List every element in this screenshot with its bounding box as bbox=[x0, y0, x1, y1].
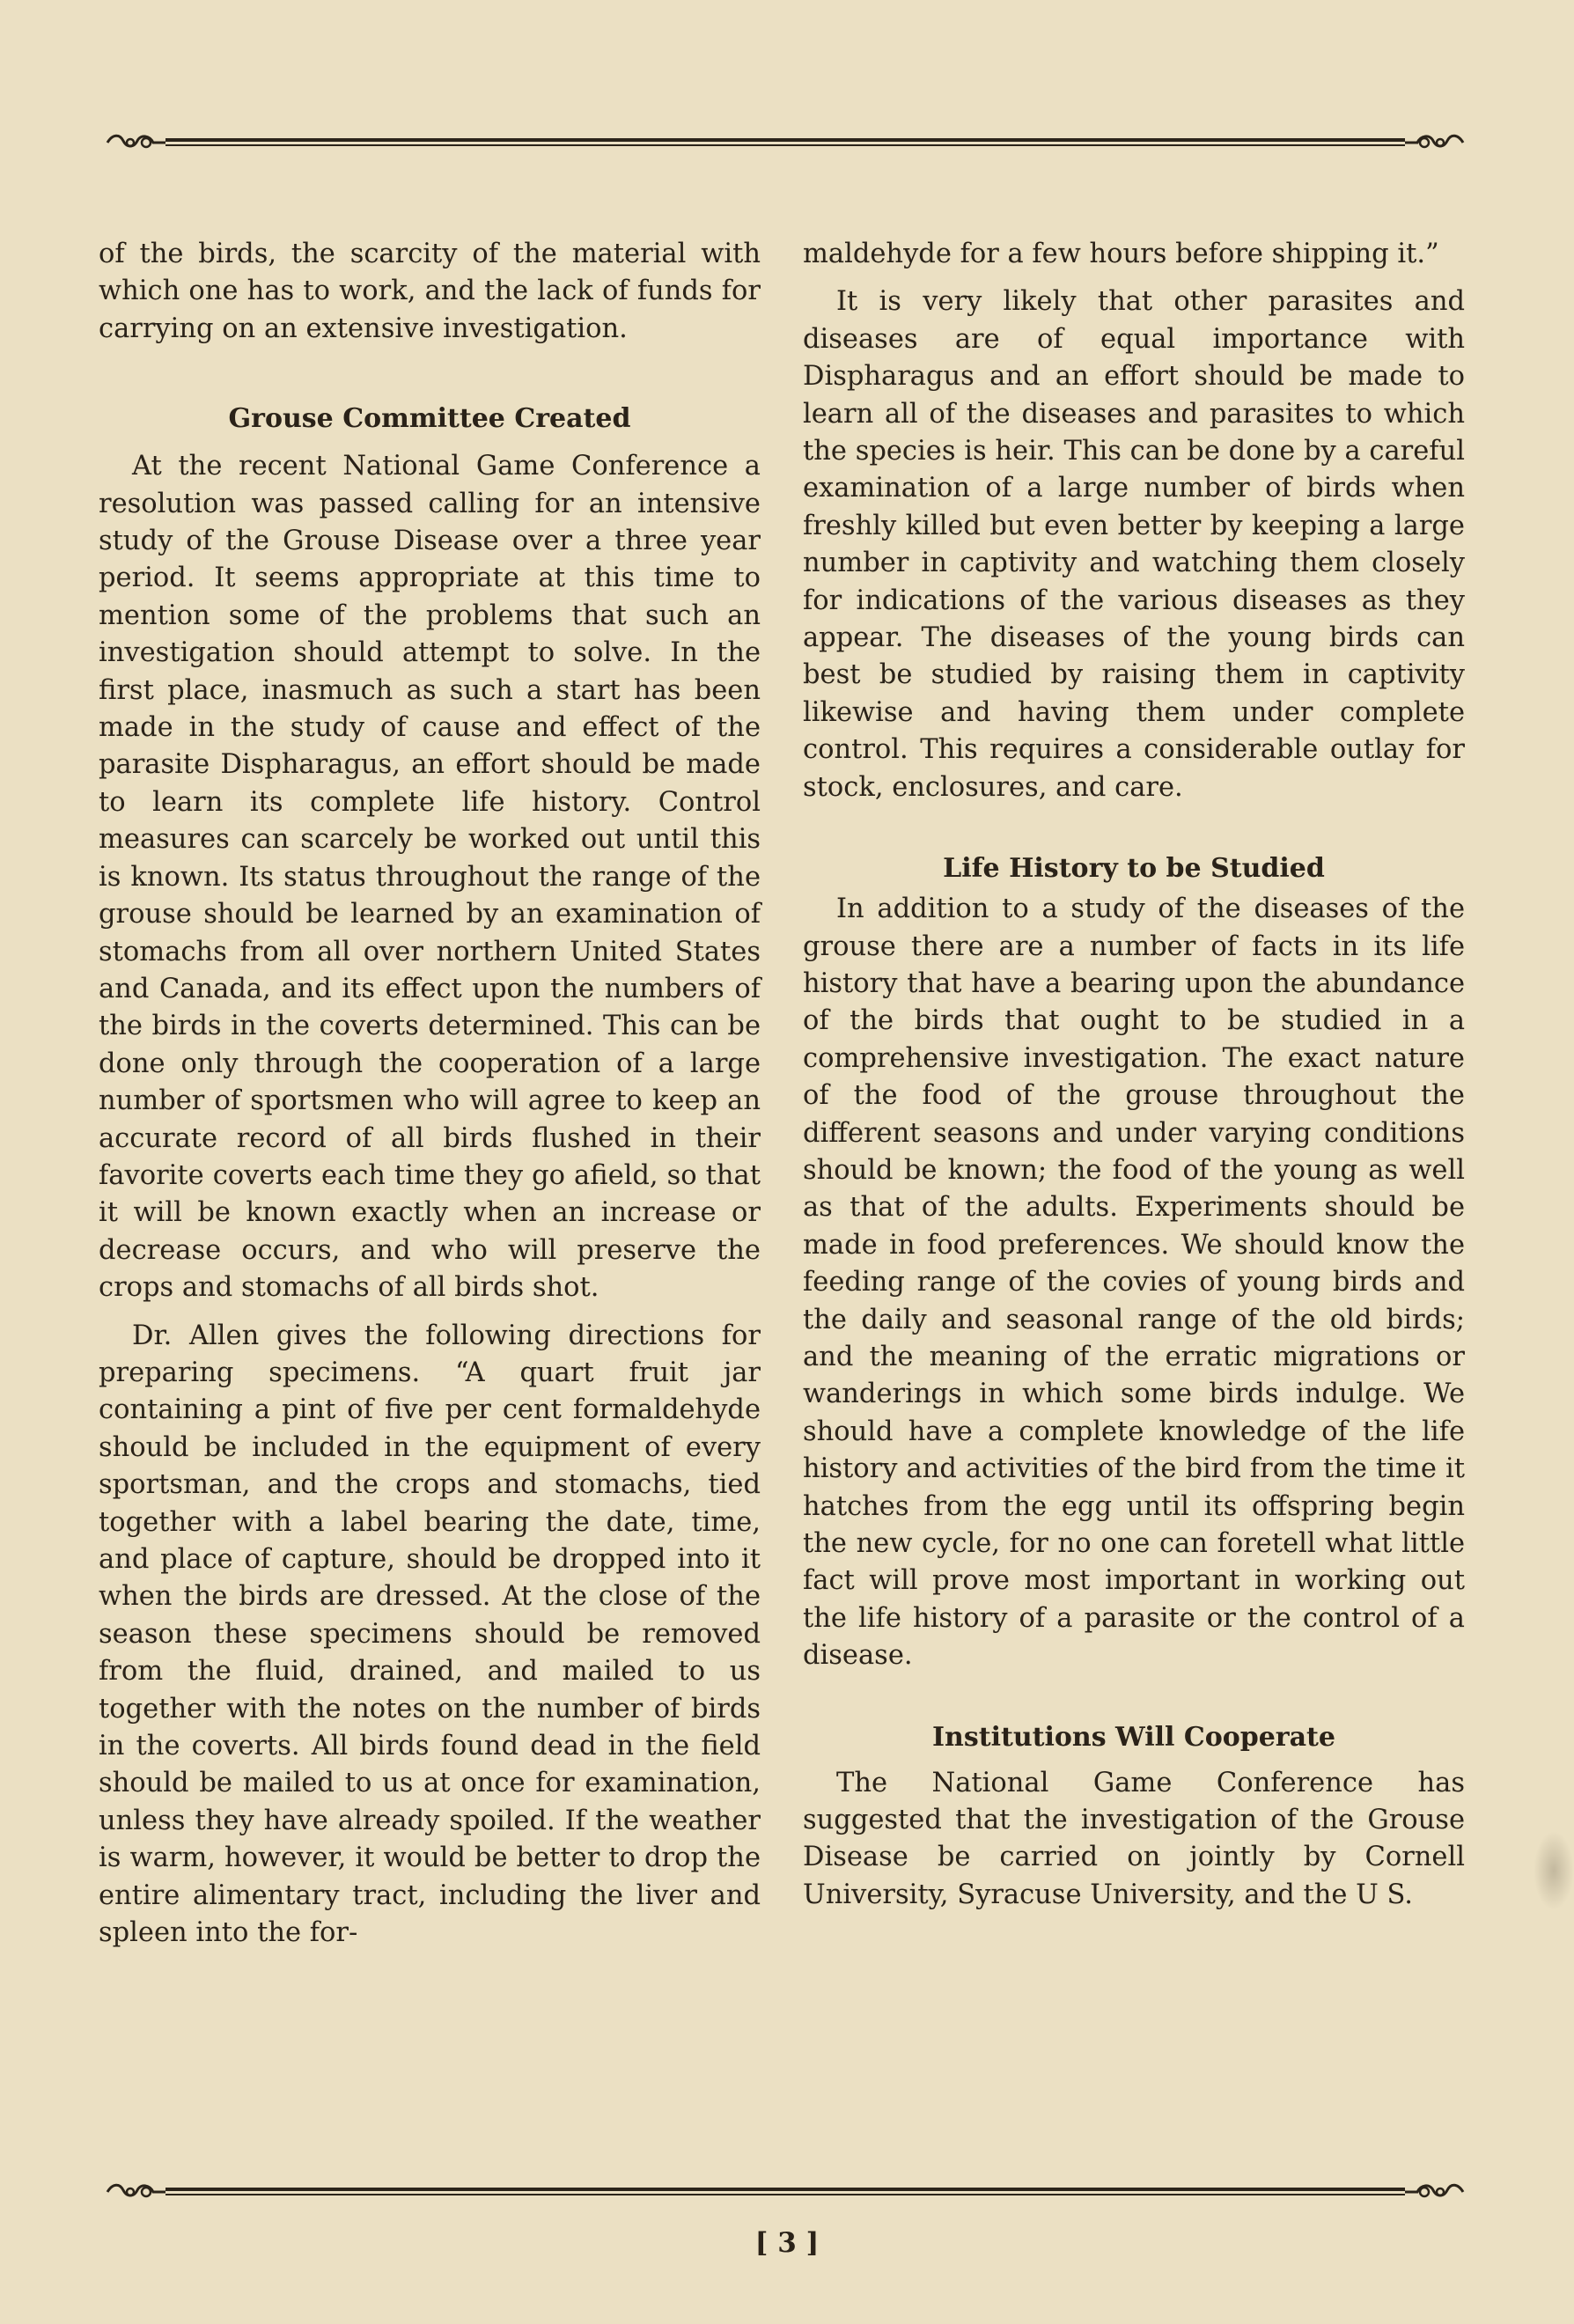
paragraph: At the recent National Game Conference a resolution was passed calling for an intensive study of the Grouse Disease over a three year period. It seems appropriate at this time to mention some of the problems that such an investigation should attempt to solve. In the first place, inasmuch as such a start has been made in the study of cause and effect of the parasite Dispharagus, an effort should be made to learn its complete life history. Control measures can scarcely be worked out until this is known. Its status throughout the range of the grouse should be learned by an examination of stomachs from all over northern United States and Canada, and its effect upon the numbers of the birds in the coverts determined. This can be done only through the cooperation of a large number of sportsmen who will agree to keep an accurate record of all birds flushed in their favorite coverts each time they go afield, so that it will be known exactly when an increase or decrease occurs, and who will preserve the crops and stomachs of all birds shot. bbox=[99, 451, 761, 1304]
paragraph: In addition to a study of the diseases of the grouse there are a number of facts in its life history that have a bearing upon the abundance of the birds that ought to be studied in a comprehensive investigation. The exact nature of the food of the grouse throughout the different seasons and under varying conditions should be known; the food of the young as well as that of the adults. Experiments should be made in food preferences. We should know the feeding range of the covies of young birds and the daily and seasonal range of the old birds; and the meaning of the erratic migrations or wanderings in which some birds indulge. We should have a complete knowledge of the life history and activities of the bird from the time it hatches from the egg until its offspring begin the new cycle, for no one can foretell what little fact will prove most important in working out the life history of a parasite or the control of a disease. bbox=[803, 894, 1465, 1672]
paragraph: It is very likely that other parasites and diseases are of equal importance with Dispharagus and an effort should be made to learn all of the diseases and parasites to which the species is heir. This can be done by a careful examination of a large number of birds when freshly killed but even better by keeping a large number in captivity and watching them closely for indications of the various diseases as they appear. The diseases of the young birds can best be studied by raising them in captivity likewise and having them under complete control. This requires a considerable outlay for stock, enclosures, and care. bbox=[803, 286, 1465, 803]
section-heading: Grouse Committee Created bbox=[228, 403, 631, 435]
paper-smudge bbox=[1534, 1831, 1574, 1910]
paragraph: maldehyde for a few hours before shipping it.” bbox=[803, 239, 1439, 269]
section-heading: Institutions Will Cooperate bbox=[931, 1721, 1335, 1753]
bottom-ornamental-rule bbox=[104, 2181, 1467, 2203]
paragraph: of the birds, the scarcity of the material with which one has to work, and the lack of funds for carrying on an extensive investigation. bbox=[99, 239, 761, 344]
scroll-ornament-right bbox=[1405, 2181, 1467, 2203]
paragraph: The National Game Conference has suggested that the investigation of the Grouse Disease be carried on jointly by Cornell University, Syracuse University, and the U S. bbox=[803, 1767, 1465, 1910]
scroll-ornament-right bbox=[1405, 132, 1467, 153]
top-ornamental-rule bbox=[104, 132, 1467, 153]
page-number: [ 3 ] bbox=[754, 2227, 820, 2259]
left-column bbox=[99, 236, 761, 1952]
section-heading: Life History to be Studied bbox=[943, 853, 1325, 885]
right-column bbox=[803, 236, 1465, 1914]
paragraph: Dr. Allen gives the following directions for preparing specimens. “A quart fruit jar containing a pint of five per cent formaldehyde should be included in the equipment of every sportsman, and the crops and stomachs, tied together with a label bearing the date, time, and place of capture, should be dropped into it when the birds are dressed. At the close of the season these specimens should be removed from the fluid, drained, and mailed to us together with the notes on the number of birds in the coverts. All birds found dead in the field should be mailed to us at once for examination, unless they have already spoiled. If the weather is warm, however, it would be better to drop the entire alimentary tract, including the liver and spleen into the for- bbox=[99, 1320, 761, 1949]
scroll-ornament-left bbox=[104, 132, 165, 153]
scroll-ornament-left bbox=[104, 2181, 165, 2203]
